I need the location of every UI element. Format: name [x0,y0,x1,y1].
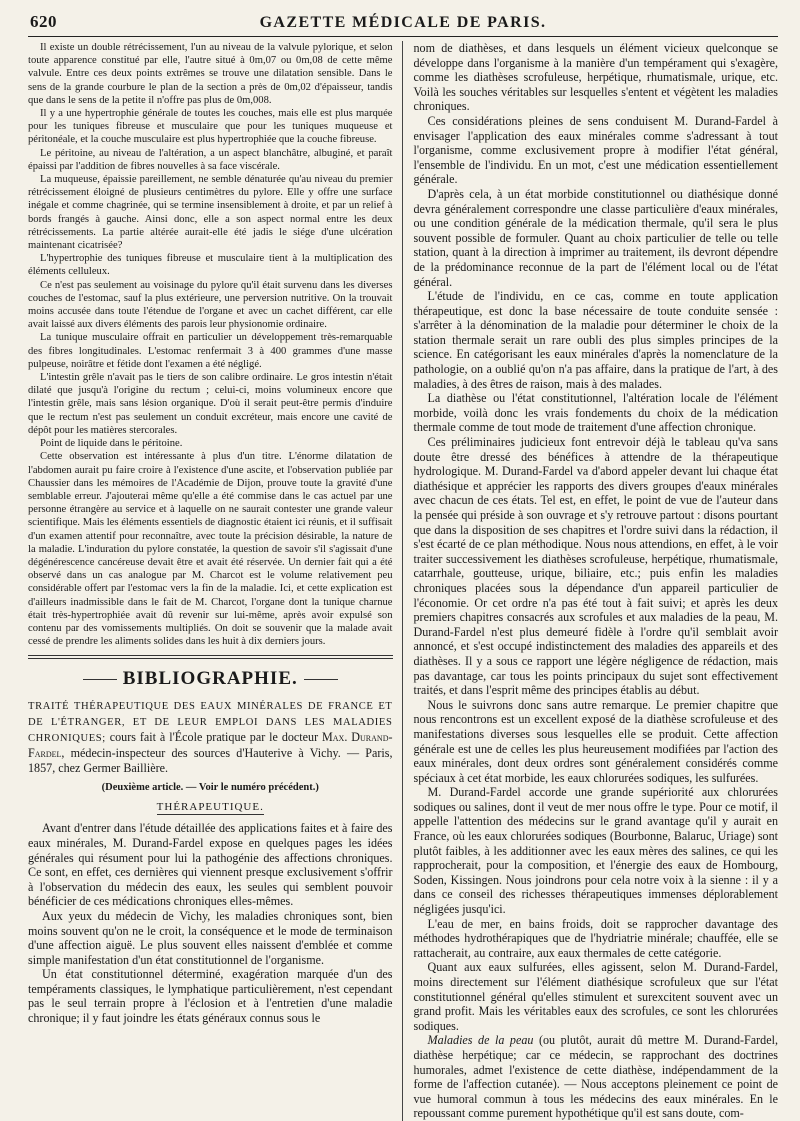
paragraph: Il existe un double rétrécissement, l'un au niveau de la valvule pylorique, et selon toute apparence constitué par elle, l'autre situé à 0m,07 ou 0m,08 de cette même valvule. Entre ces deux points extrêmes se trouve une dilatation sensible. Dans le sens de la grande courbure le plan de la section a près de 0m,02 d'épaisseur, tandis que dans le sens de la petite il n'offre pas plus de 0m,008. [28,42,393,106]
paragraph: M. Durand-Fardel accorde une grande supériorité aux chlorurées sodiques ou salines, dont il veut de mer nous offre le type. Pour ce motif, il appelle l'attention des médecins sur le grand avantage qu'il y aurait en France, où les eaux chlorurées sodiques (Bourbonne, Balaruc, Uriage) sont plutôt faibles, à les additionner avec les eaux mères des salines, ce qui les rapprocherait, pour la composition, et l'énergie des eaux de Hombourg, Soden, Kissingen. Nous joindrons pour cela notre voix à la sienne : il y a dans ce conseil des richesses thérapeutiques immenses déplorablement négligées jusqu'ici. [413,785,778,917]
right-column [402,41,779,1121]
book-citation: TRAITÉ THÉRAPEUTIQUE DES EAUX MINÉRALES DE FRANCE ET DE L'ÉTRANGER, ET DE LEUR EMPLOI DANS LES MALADIES CHRONIQUES; cours fait à l'École pratique par le docteur Max. Durand-Fardel, médecin-inspecteur des sources d'Hauterive à Vichy. — Paris, 1857, chez Germer Baillière. [28,701,393,776]
paragraph: Maladies de la peau (ou plutôt, aurait dû mettre M. Durand-Fardel, diathèse herpétique; car ce médecin, se rapprochant des doctrines humorales, admet l'existence de cette diathèse, indépendamment de la forme de l'affection cutanée). — Nous acceptons pleinement ce point de vue humoral commun à tous les médecins des eaux minérales. En le repoussant comme purement hypothétique qu'il est sans doute, com- [413,1033,778,1121]
paragraph: La tunique musculaire offrait en particulier un développement très-remarquable des fibres longitudinales. L'estomac renfermait 3 à 400 grammes d'une masse pulpeuse, noirâtre et fétide dont l'examen a été négligé. [28,332,393,370]
paragraph: L'étude de l'individu, en ce cas, comme en toute application thérapeutique, est donc la base nécessaire de toute conduite sensée : s'arrêter à la dénomination de la maladie pour déterminer le choix de la station thermale serait un rare oubli des plus simples principes de la science. En catégorisant les eaux minérales d'après la nomenclature de la pathologie, on a oublié qu'on n'a pas affaire, dans la pratique de l'art, à des maladies, à des êtres de raison, mais à des malades. [413,289,778,391]
paragraph: Ces considérations pleines de sens conduisent M. Durand-Fardel à envisager l'application des eaux minérales comme s'adressant à tout l'organisme, comme exclusivement propre à modifier l'état général, l'ensemble de l'individu. En un mot, c'est une médication essentiellement générale. [413,113,778,187]
columns [28,41,778,1121]
italic-lead: Maladies de la peau [427,1033,534,1048]
section-divider [28,655,393,659]
section-heading: THÉRAPEUTIQUE. [156,801,264,814]
paragraph: Point de liquide dans le péritoine. [40,438,183,450]
paragraph: L'intestin grêle n'avait pas le tiers de son calibre ordinaire. Le gros intestin n'était dilaté que jusqu'à l'origine du rectum ; celui-ci, moins volumineux encore que l'intestin grêle, mais sans lésion organique. D'où il serait peut-être permis d'induire que le rectum n'est pas seulement un conduit excréteur, mais encore une cavité de dépôt pour les matières stercorales. [28,372,393,436]
paragraph: Il y a une hypertrophie générale de toutes les couches, mais elle est plus marquée pour les tuniques fibreuse et musculaire que pour les tuniques muqueuse et péritonéale, et la couche musculaire est plus hypertrophiée que la couche fibreuse. [28,108,393,146]
paragraph: L'eau de mer, en bains froids, doit se rapprocher davantage des méthodes hydrothérapiques que de l'hydriatrie minérale; chauffée, elle se rattacherait, au contraire, aux eaux thermales de cette catégorie. [413,916,778,960]
paragraph: Cette observation est intéressante à plus d'un titre. L'énorme dilatation de l'abdomen aurait pu faire croire à l'existence d'une ascite, et l'observation publiée par Chaussier dans les mémoires de l'Académie de Dijon, prouve toute la gravité d'une semblable erreur. J'ajouterai même qu'elle a été commise dans le cas actuel par une personne étrangère au service et à laquelle on ne saurait contester une grande valeur scientifique. Mais les éléments essentiels de diagnostic étaient ici réunis, et il suffisait d'un examen attentif pour reconnaître, avec toute la précision désirable, la nature de la maladie. L'induration du pylore constatée, la question de savoir s'il s'agissait d'une dégénérescence cancéreuse devait être et avait été réservée. Un dernier fait qui a été observé dans un cas analogue par M. Charcot est le volume relativement peu considérable offert par l'estomac vers la fin de la maladie. Ici, et cette explication est d'ailleurs inadmissible dans le fait de M. Charcot, l'organe dont la tunique charnue était très-hypertrophiée avait dû revenir sur lui-même, après avoir expulsé son contenu par des vomissements multipliés. On doit se souvenir que la malade avait cessé de prendre les aliments solides dans les huit à dix derniers jours. [28,451,393,648]
paragraph: Un état constitutionnel déterminé, exagération marquée d'un des tempéraments classiques, le lymphatique particulièrement, n'est cependant pas le seul terrain propre à l'éclosion et à l'entretien d'une maladie chronique; il y faut joindre les états généraux connus sous le [28,967,393,1026]
paragraph: Ce n'est pas seulement au voisinage du pylore qu'il était survenu dans les diverses couches de l'estomac, sauf la plus extérieure, une perversion nutritive. On la trouvait moins accusée dans toute l'étendue de l'organe et avec un cachet différent, car elle avait laissé aux divers éléments des parois leur physionomie ordinaire. [28,279,393,331]
article-note: (Deuxième article. — Voir le numéro précédent.) [101,782,319,794]
paragraph: Avant d'entrer dans l'étude détaillée des applications faites et à faire des eaux minérales, M. Durand-Fardel expose en quelques pages les idées générales qui résument pour lui la pathogénie des affections chroniques. Ce sont, en effet, ces dernières qui viennent presque exclusivement s'offrir à l'observation du médecin des eaux, les seules qui semblent pouvoir bénéficier de ces médications chroniques elles-mêmes. [28,821,393,909]
paragraph: L'hypertrophie des tuniques fibreuse et musculaire tient à la multiplication des éléments celluleux. [28,253,393,278]
paragraph: Ces préliminaires judicieux font entrevoir déjà le tableau qu'va sans doute être dressé des bénéfices à attendre de la thérapeutique hydrologique. M. Durand-Fardel va d'abord appeler devant lui chaque état diathésique et apprécier les rapports des divers groupes d'eaux minérales avec chacun de ces états. Tel est, en effet, le point de vue de l'auteur dans la pensée qui préside à son ouvrage et s'y retrouve partout : disons pourtant que dans la disposition de ses chapitres et l'ordre suivi dans la rédaction, il s'est écarté de ce plan méthodique. Nous nous attendions, en effet, à le voir traiter successivement les diathèses scrofuleuse, herpétique, rhumatismale, catarrhale, goutteuse, urique, biliaire, etc.; puis enfin les maladies chroniques placées sous la dépendance d'un appareil particulier de l'économie. Or cet ordre n'a pas été tout à fait suivi; et après les deux premiers chapitres consacrés aux scrofules et aux maladies de la peau, M. Durand-Fardel n'est plus demeuré fidèle à l'ordre qu'il semblait avoir annoncé, et s'est occupé indistinctement des maladies des appareils et des diathèses. Il y a sous ce rapport une légère négligence de rédaction, mais pas davantage, car tous les points principaux du sujet sont effectivement traités, et dans l'esprit même des principes établis au début. [413,435,778,698]
paragraph: Nous le suivrons donc sans autre remarque. Le premier chapitre que nous rencontrons est un excellent exposé de la diathèse scrofuleuse et des manifestations diverses sous lesquelles elle se produit. Cette affection générale est une de celles les plus heureusement modifiées par l'action des eaux minérales, dont deux ordres sont généralement considérés comme spéciaux à cet état morbide, les eaux chlorurées sodiques, les sulfurées. [413,697,778,785]
paragraph: Le péritoine, au niveau de l'altération, a un aspect blanchâtre, albuginé, et paraît épaissi par l'addition de fibres nouvelles à sa face viscérale. [28,147,393,172]
page-number: 620 [30,12,57,31]
bibliography-heading: BIBLIOGRAPHIE. [28,668,393,690]
left-column [28,41,402,1121]
paragraph: Quant aux eaux sulfurées, elles agissent, selon M. Durand-Fardel, moins directement sur l'élément diathésique scrofuleux que sur l'état constitutionnel général qu'elles stimulent et surexcitent souvent avec un grand profit. Mais les véritables eaux des scrofules, ce sont les chlorurées sodiques. [413,960,778,1033]
paragraph: Aux yeux du médecin de Vichy, les maladies chroniques sont, bien moins souvent qu'on ne le croit, la conséquence et le mode de terminaison d'une affection aiguë. Le plus souvent elles naissent d'emblée et comme simple manifestation d'un état constitutionnel de l'organisme. [28,908,393,967]
running-title: GAZETTE MÉDICALE DE PARIS. [259,14,547,31]
paragraph: D'après cela, à un état morbide constitutionnel ou diathésique donné devra généralement correspondre une classe particulière d'eaux minérales, ou une condition générale de la médication thermale, qu'il sera le plus souvent possible de formuler. Quant au choix particulier de telle ou telle station, quant à la direction à imprimer au traitement, ils devront dépendre de la prédominance reconnue de la part de l'élément local ou de l'état général. [413,186,778,289]
book-title: TRAITÉ THÉRAPEUTIQUE DES EAUX MINÉRALES DE FRANCE ET DE L'ÉTRANGER, ET DE LEUR EMPLOI DANS LES MALADIES CHRONIQUES; [28,701,393,745]
paragraph: nom de diathèses, et dans lesquels un élément vicieux quelconque se développe dans l'organisme à la manière d'un tempérament qui s'exagère, comme les diathèses scrofuleuse, herpétique, rhumatismale, urique, etc. Voilà les souches véritables sur lesquelles s'entent et végètent les maladies chroniques. [413,41,778,114]
page-header [28,0,778,37]
review-text-left [28,821,393,1025]
paragraph: La diathèse ou l'état constitutionnel, l'altération locale de l'élément morbide, voilà donc les vrais fondements du choix de la médication thermale comme de tout mode de traitement d'une affection chronique. [413,391,778,435]
author-name: Max. Durand-Fardel, [28,730,393,761]
case-report [28,41,393,648]
paragraph: La muqueuse, épaissie pareillement, ne semble dénaturée qu'au niveau du premier rétrécissement éloigné de plusieurs centimètres du pylore. Elle y offre une surface inégale et comme chagrinée, qui se termine insensiblement à droite, et par un relief à bords frangés à gauche. Ainsi donc, elle a son aspect normal entre les deux rétrécissements. La partie altérée aurait-elle été jadis le siége d'une ulcération maintenant cicatrisée? [28,174,393,252]
